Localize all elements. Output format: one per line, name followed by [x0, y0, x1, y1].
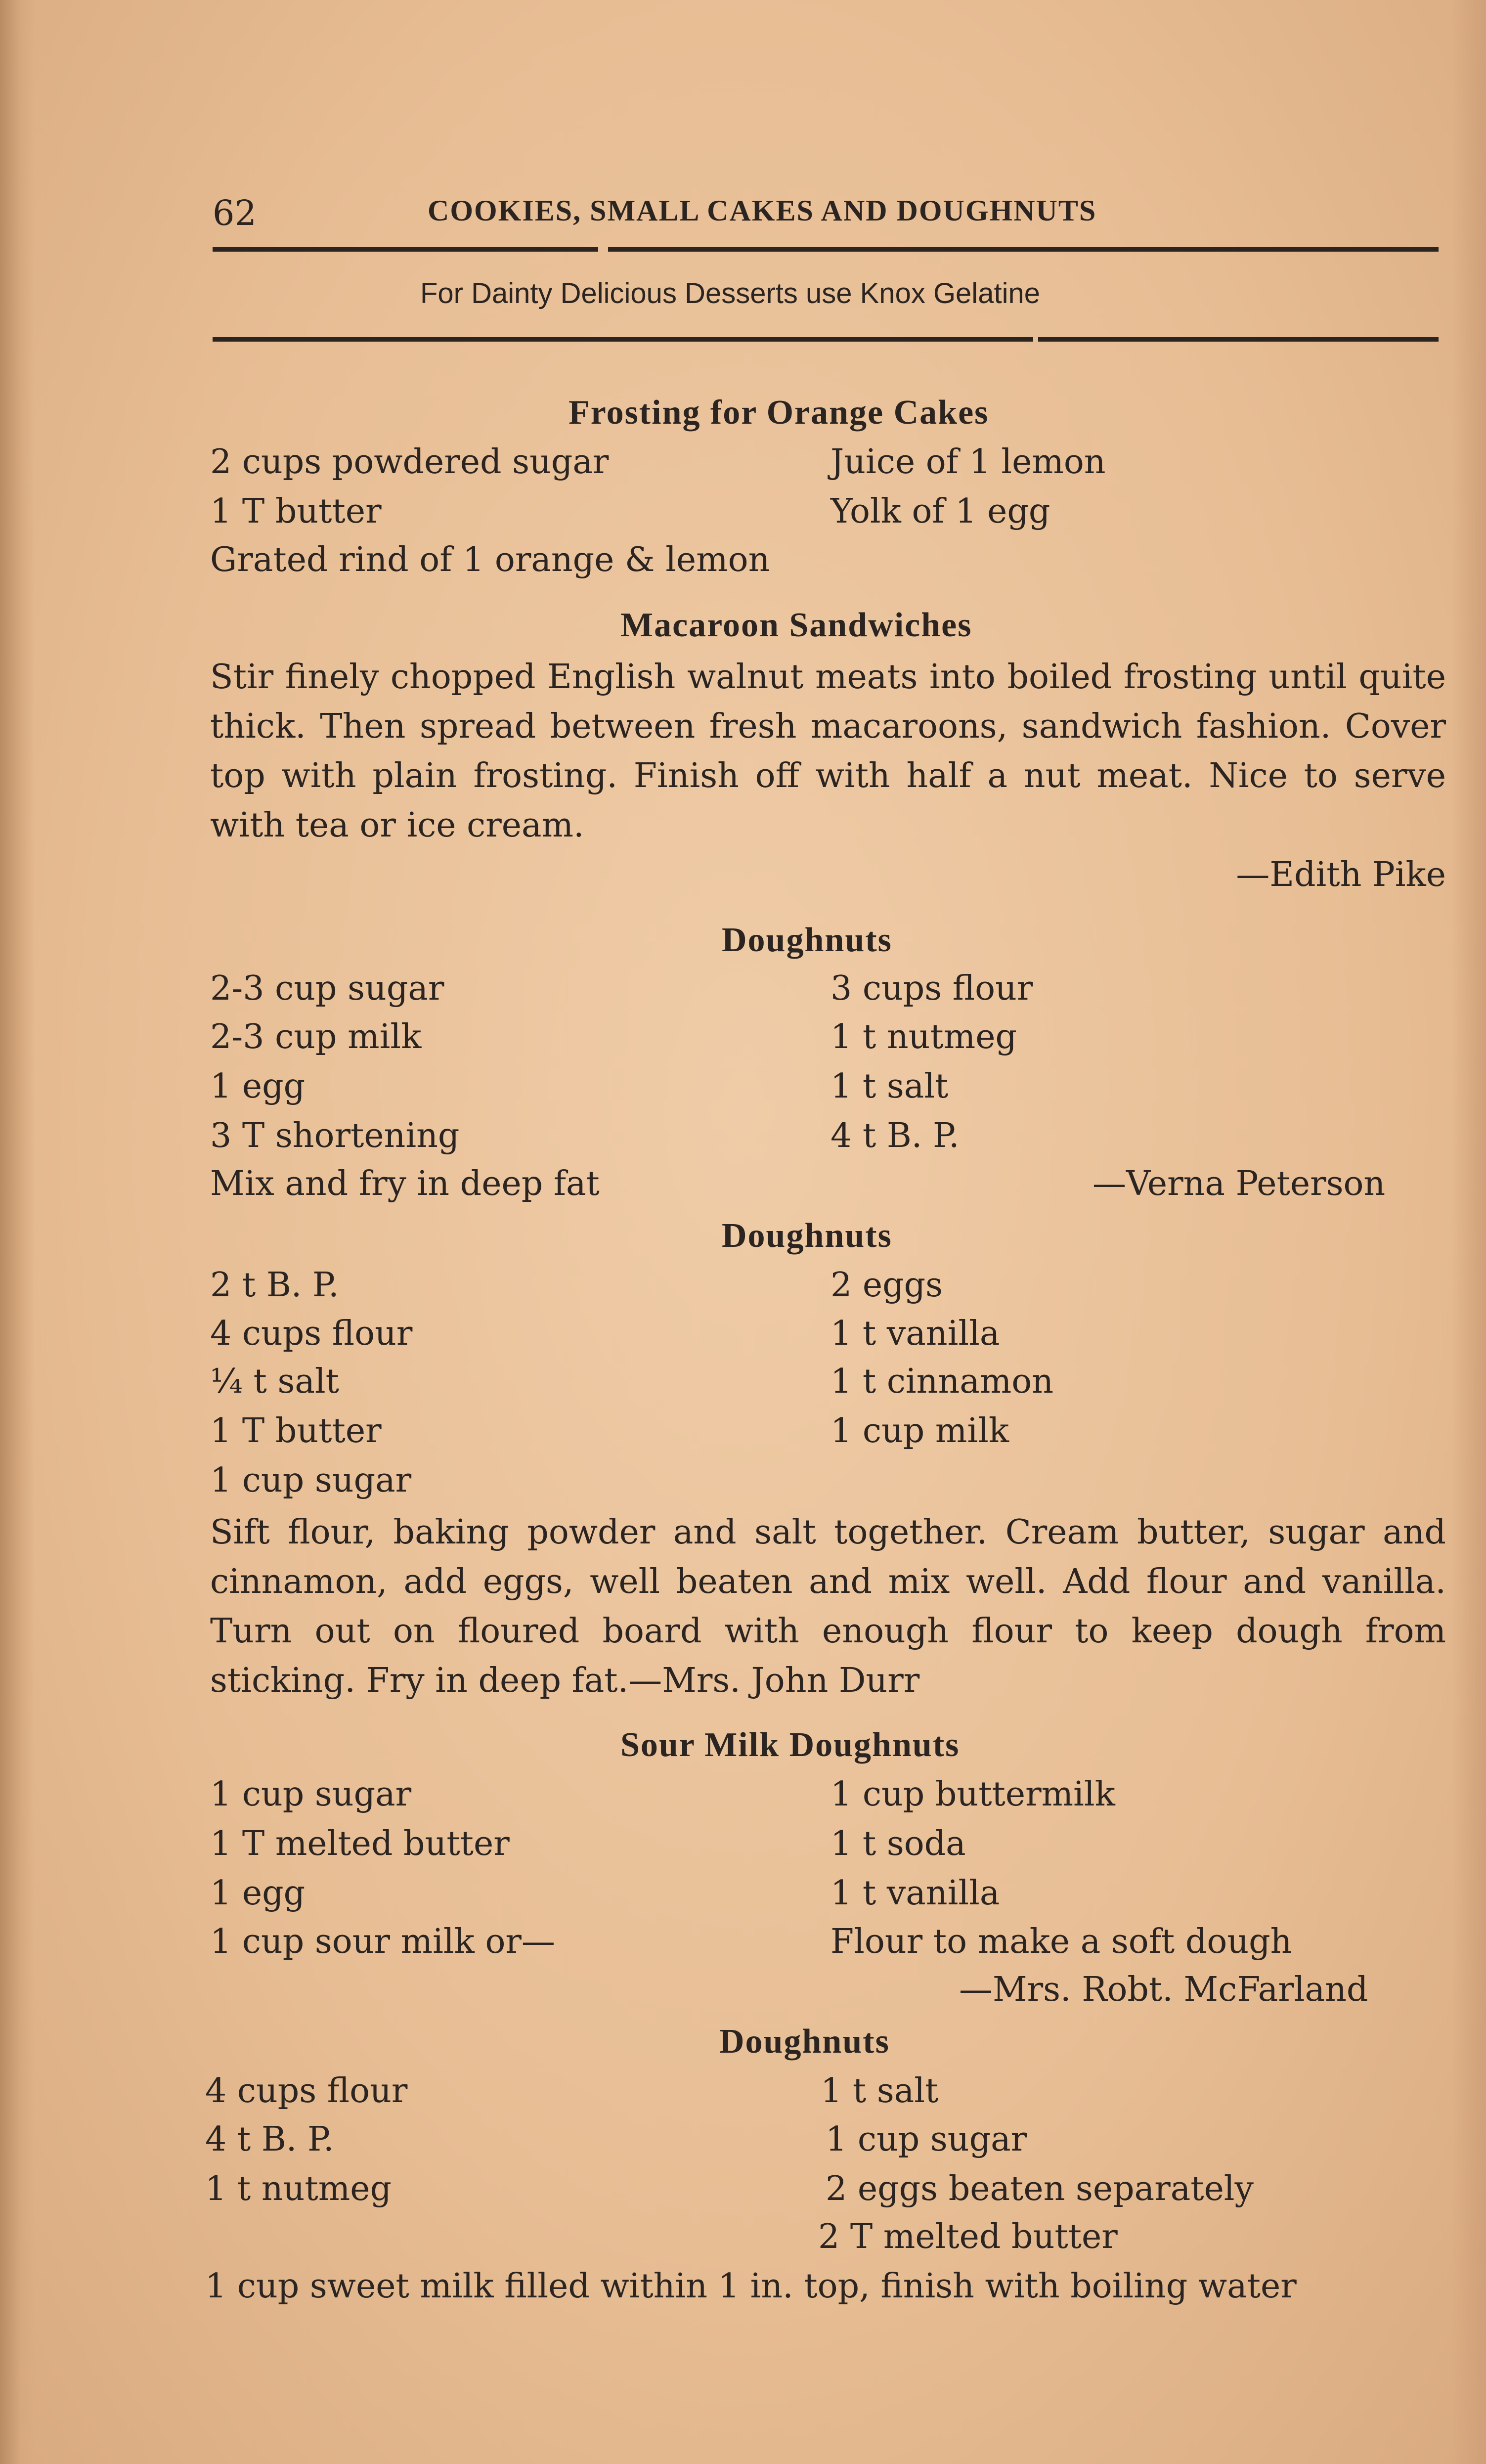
ingredient: 2 T melted butter — [818, 2217, 1118, 2256]
ingredient: 1 cup sour milk or— — [210, 1922, 555, 1961]
ingredient: 1 t salt — [830, 1067, 949, 1106]
author-signature: —Edith Pike — [1236, 855, 1446, 894]
ingredient: 1 cup sweet milk filled within 1 in. top, finish with boiling water — [205, 2267, 1297, 2306]
ingredient: 1 T butter — [210, 492, 382, 531]
recipe-title-doughnuts-1: Doughnuts — [722, 921, 892, 959]
ingredient: 1 t soda — [830, 1824, 966, 1863]
author-signature: —Verna Peterson — [1093, 1164, 1386, 1203]
page-edge-left — [0, 0, 35, 2464]
ingredient: 1 egg — [210, 1874, 306, 1913]
ingredient: Yolk of 1 egg — [830, 492, 1050, 531]
ingredient: 3 T shortening — [210, 1116, 460, 1155]
ingredient: 1 t salt — [821, 2071, 939, 2111]
recipe-title-sour-milk: Sour Milk Doughnuts — [620, 1726, 960, 1764]
ingredient: 1 T butter — [210, 1411, 382, 1451]
tagline-rule-right — [1038, 337, 1439, 342]
ingredient: 3 cups flour — [830, 969, 1033, 1008]
ingredient: 2 cups powdered sugar — [210, 442, 609, 482]
header-rule-left — [213, 247, 598, 252]
ingredient: 2-3 cup sugar — [210, 969, 444, 1008]
ingredient: 1 t nutmeg — [205, 2169, 392, 2208]
ingredient: 1 egg — [210, 1067, 306, 1106]
ingredient: 1 cup milk — [830, 1411, 1009, 1451]
page-number: 62 — [213, 193, 257, 233]
ingredient: 2 t B. P. — [210, 1266, 339, 1305]
method: Mix and fry in deep fat — [210, 1164, 600, 1203]
recipe-title-frosting: Frosting for Orange Cakes — [568, 394, 989, 432]
ingredient: 1 t cinnamon — [830, 1362, 1053, 1401]
doughnuts-2-instructions: Sift flour, baking powder and salt together. Cream butter, sugar and cinnamon, add eggs, well beaten and mix well. Add flour and vanilla. Turn out on floured board with enough flour to keep dough from sticking. Fry in deep fat.—Mrs. John Durr — [210, 1513, 1446, 1700]
recipe-text-doughnuts-2 — [210, 1508, 1446, 1706]
running-head: COOKIES, SMALL CAKES AND DOUGHNUTS — [428, 194, 1097, 227]
author-signature: —Mrs. Robt. McFarland — [959, 1970, 1368, 2009]
ingredient: 1 cup sugar — [210, 1461, 412, 1500]
ingredient: 2 eggs beaten separately — [826, 2169, 1254, 2208]
ingredient: ¼ t salt — [210, 1362, 339, 1401]
tagline: For Dainty Delicious Desserts use Knox Gelatine — [420, 277, 1040, 309]
recipe-text-macaroon — [210, 653, 1446, 900]
ingredient: 1 cup buttermilk — [830, 1775, 1115, 1814]
ingredient: 1 cup sugar — [826, 2120, 1027, 2159]
ingredient: 1 T melted butter — [210, 1824, 510, 1863]
ingredient: 4 cups flour — [205, 2071, 408, 2111]
header-rule-right — [608, 247, 1439, 252]
ingredient: 1 cup sugar — [210, 1775, 412, 1814]
ingredient: 4 t B. P. — [830, 1116, 960, 1155]
recipe-title-doughnuts-3: Doughnuts — [719, 2023, 890, 2061]
ingredient: 1 t vanilla — [830, 1874, 1000, 1913]
ingredient: Flour to make a soft dough — [830, 1922, 1292, 1961]
recipe-title-macaroon: Macaroon Sandwiches — [620, 606, 972, 644]
ingredient: 1 t vanilla — [830, 1314, 1000, 1353]
ingredient: 2-3 cup milk — [210, 1017, 422, 1056]
macaroon-instructions: Stir finely chopped English walnut meats into boiled frosting until quite thick. Then spread between fresh macaroons, sandwich fashion. Cover top with plain frosting. Finish off with half a nut meat. Nice to serve with tea or ice cream. — [210, 658, 1446, 845]
ingredient: 4 cups flour — [210, 1314, 413, 1353]
page-edge-right — [1451, 0, 1486, 2464]
tagline-rule-left — [213, 337, 1033, 342]
ingredient: Juice of 1 lemon — [830, 442, 1106, 482]
ingredient: 2 eggs — [830, 1266, 943, 1305]
ingredient: 4 t B. P. — [205, 2120, 334, 2159]
recipe-title-doughnuts-2: Doughnuts — [722, 1217, 892, 1255]
ingredient: 1 t nutmeg — [830, 1017, 1017, 1056]
ingredient: Grated rind of 1 orange & lemon — [210, 540, 770, 579]
